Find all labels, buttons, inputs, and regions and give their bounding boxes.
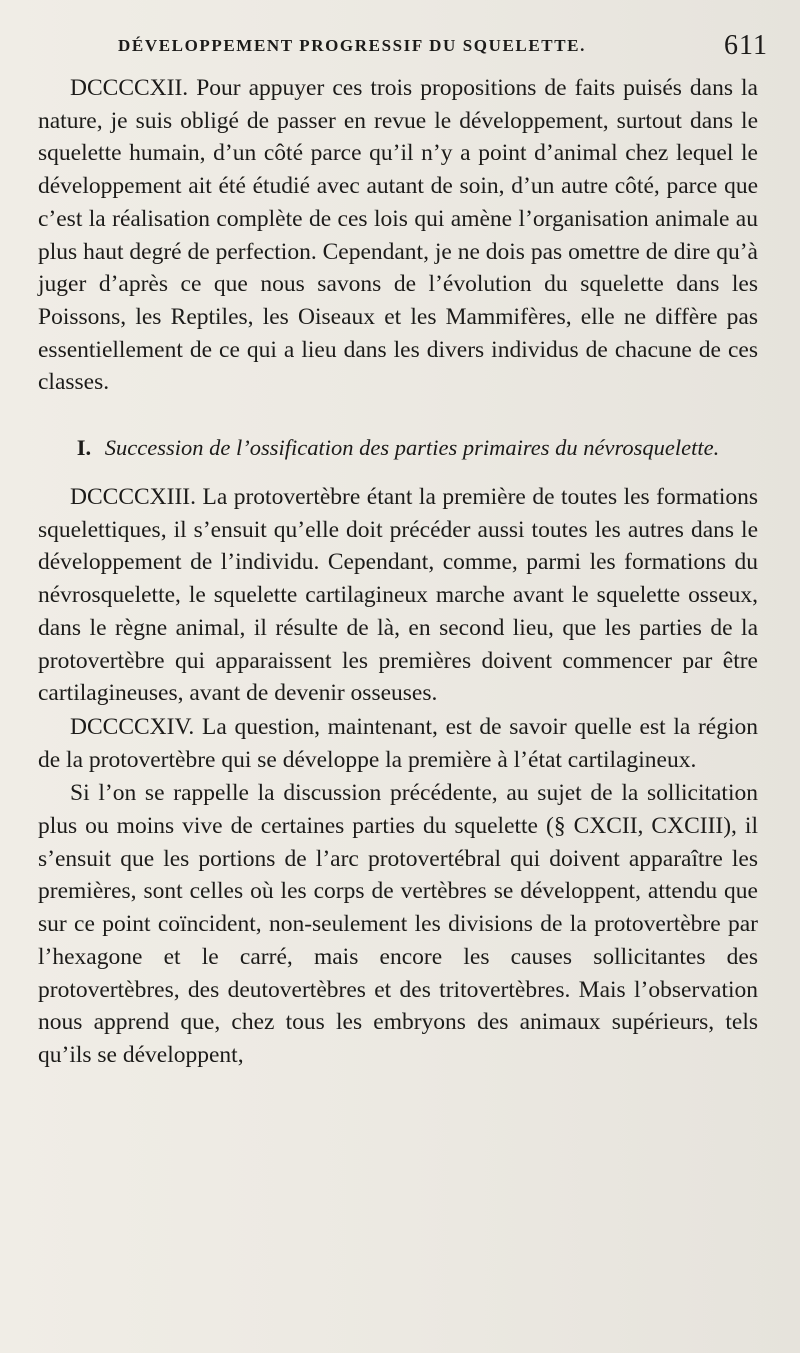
paragraph-912: DCCCCXII. Pour appuyer ces trois propositions de faits puisés dans la nature, je suis obligé de passer en revue le développement, surtout dans le squelette humain, d’un côté parce qu’il n’y a point d’animal chez lequel le développement ait été étudié avec autant de soin, d’un autre côté, parce que c’est la réalisation complète de ces lois qui amène l’organisation animale au plus haut degré de perfection. Cependant, je ne dois pas omettre de dire qu’à juger d’après ce que nous savons de l’évolution du squelette dans les Poissons, les Reptiles, les Oiseaux et les Mammifères, elle ne diffère pas essentiellement de ce qui a lieu dans les divers individus de chacune de ces classes. xyxy=(38,75,758,396)
paragraph-914: DCCCCXIV. La question, maintenant, est de savoir quelle est la région de la protovertèbre qui se développe la première à l’état cartilagineux. xyxy=(38,713,758,773)
section-number: I. xyxy=(76,435,92,461)
paragraph-discussion: Si l’on se rappelle la discussion précédente, au sujet de la sollicitation plus ou moins vive de certaines parties du squelette (§ CXCII, CXCIII), il s’ensuit que les portions de l’arc protovertébral qui doivent apparaître les premières, sont celles où les corps de vertèbres se développent, attendu que sur ce point coïncident, non-seulement les divisions de la protovertèbre par l’hexagone et le carré, mais encore les causes sollicitantes des protovertèbres, des deutovertèbres et des tritovertèbres. Mais l’observation nous apprend que, chez tous les embryons des animaux supérieurs, tels qu’ils se développent, xyxy=(38,780,758,1068)
section-heading xyxy=(38,433,758,463)
running-title: DÉVELOPPEMENT PROGRESSIF DU SQUELETTE. xyxy=(118,36,586,55)
main-text xyxy=(38,72,758,1072)
page-number: 611 xyxy=(724,30,768,61)
running-head xyxy=(40,30,768,66)
paragraph-913: DCCCCXIII. La protovertèbre étant la première de toutes les formations squelettiques, il s’ensuit qu’elle doit précéder aussi toutes les autres dans le développement de l’individu. Cependant, comme, parmi les formations du névrosquelette, le squelette cartilagineux marche avant le squelette osseux, dans le règne animal, il résulte de là, en second lieu, que les parties de la protovertèbre qui apparaissent les premières doivent commencer par être cartilagineuses, avant de devenir osseuses. xyxy=(38,484,758,707)
section-title: Succession de l’ossification des parties primaires du névrosquelette. xyxy=(104,435,720,461)
